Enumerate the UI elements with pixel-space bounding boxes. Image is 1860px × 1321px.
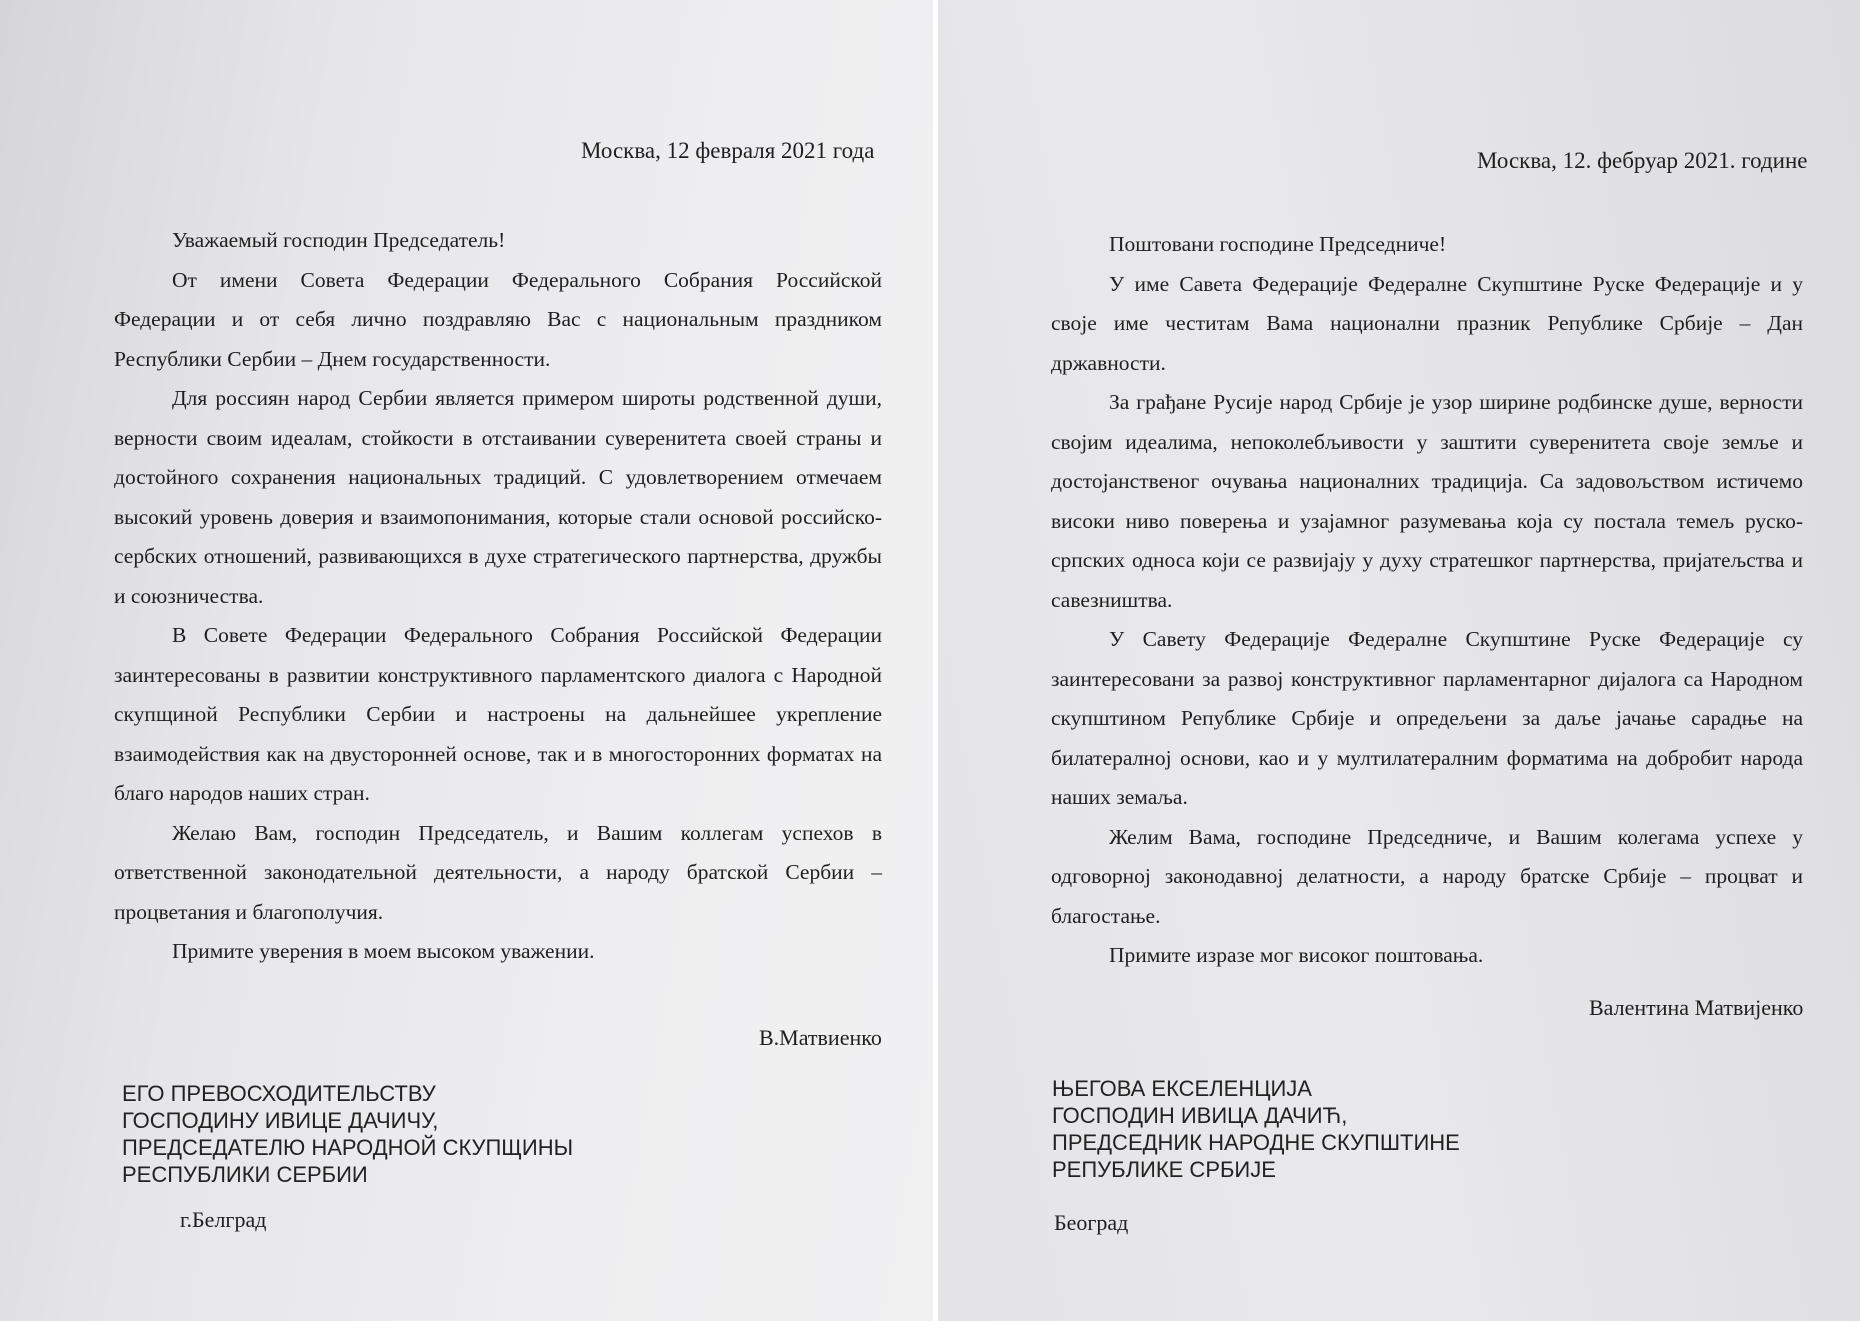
paragraph-3: В Совете Федерации Федерального Собрания Российской Федерации заинтересованы в развитии конструктивного парламентского диалога с Народной скупщиной Республики Сербии и настроены на дальнейшее укрепление взаимодействия как на двусторонней основе, так и в многосторонних форматах на благо народов наших стран. [114, 623, 882, 805]
letter-date: Москва, 12 февраля 2021 года [581, 138, 875, 163]
addressee-line-2: ГОСПОДИНУ ИВИЦЕ ДАЧИЧУ, [122, 1108, 439, 1133]
addressee-city: г.Белград [180, 1207, 267, 1232]
paragraph-5: Примите изразе мог високог поштовања. [1109, 943, 1484, 967]
addressee-line-3: ПРЕДСЕДАТЕЛЮ НАРОДНОЙ СКУПЩИНЫ [122, 1135, 574, 1160]
letter-date: Москва, 12. фебруар 2021. године [1477, 148, 1808, 173]
paragraph-5: Примите уверения в моем высоком уважении. [172, 939, 595, 963]
addressee-line-4: РЕСПУБЛИКИ СЕРБИИ [122, 1162, 368, 1187]
paragraph-4: Желим Вама, господине Председниче, и Вашим колегама успехе у одговорној законодавној делатности, а народу братске Србије – процват и благостање. [1051, 824, 1803, 928]
signature: В.Матвиенко [759, 1025, 882, 1050]
addressee-line-3: ПРЕДСЕДНИК НАРОДНЕ СКУПШТИНЕ [1052, 1130, 1460, 1155]
paragraph-2: За грађане Русије народ Србије је узор ширине родбинске душе, верности својим идеалима, непоколебљивости у заштити суверенитета своје земље и достојанственог очувања националних традиција. Са задовољством истичемо високи ниво поверења и узајамног разумевања која су постала темељ руско-српских односа који се развијају у духу стратешког партнерства, пријатељства и савезништва. [1051, 390, 1803, 612]
addressee-line-4: РЕПУБЛИКЕ СРБИЈЕ [1052, 1157, 1276, 1182]
paragraph-4: Желаю Вам, господин Председатель, и Вашим коллегам успехов в ответственной законодательной деятельности, а народу братской Сербии – процветания и благополучия. [114, 820, 882, 924]
letter-body [1051, 225, 1803, 976]
letter-page-serbian [938, 0, 1860, 1321]
paragraph-1: От имени Совета Федерации Федерального Собрания Российской Федерации и от себя лично поздравляю Вас с национальным праздником Республики Сербии – Днем государственности. [114, 267, 882, 371]
addressee-city: Београд [1054, 1210, 1129, 1235]
addressee-line-2: ГОСПОДИН ИВИЦА ДАЧИЋ, [1052, 1103, 1348, 1128]
letter-body [114, 221, 882, 972]
addressee-block [1052, 1075, 1460, 1183]
addressee-block [122, 1080, 573, 1188]
signature: Валентина Матвијенко [1589, 995, 1804, 1020]
salutation: Уважаемый господин Председатель! [172, 228, 506, 252]
addressee-line-1: ЊЕГОВА ЕКСЕЛЕНЦИЈА [1052, 1076, 1312, 1101]
paragraph-3: У Савету Федерације Федералне Скупштине Руске Федерације су заинтересовани за развој конструктивног парламентарног дијалога са Народном скупштином Републике Србије и опредељени за даље јачање сарадње на билатералној основи, као и у мултилатералним форматима на добробит народа наших земаља. [1051, 627, 1803, 809]
addressee-line-1: ЕГО ПРЕВОСХОДИТЕЛЬСТВУ [122, 1081, 436, 1106]
paragraph-1: У име Савета Федерације Федералне Скупштине Руске Федерације и у своје име честитам Вама национални празник Републике Србије – Дан државности. [1051, 271, 1803, 375]
paragraph-2: Для россиян народ Сербии является примером широты родственной души, верности своим идеалам, стойкости в отстаивании суверенитета своей страны и достойного сохранения национальных традиций. С удовлетворением отмечаем высокий уровень доверия и взаимопонимания, которые стали основой российско-сербских отношений, развивающихся в духе стратегического партнерства, дружбы и союзничества. [114, 386, 882, 608]
salutation: Поштовани господине Председниче! [1109, 232, 1447, 256]
